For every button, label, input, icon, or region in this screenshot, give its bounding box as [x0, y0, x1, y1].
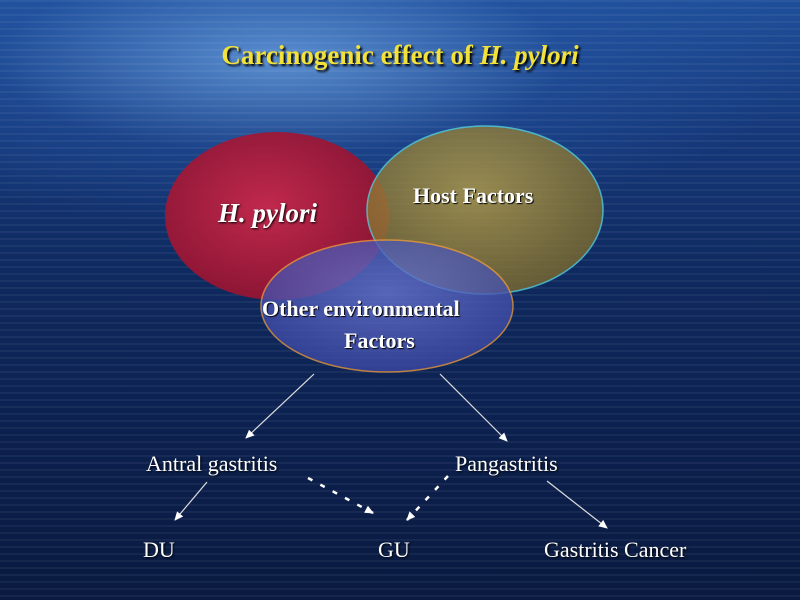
title-italic: H. pylori — [479, 40, 579, 70]
hpylori-label: H. pylori — [218, 198, 317, 228]
arrow-pan-to-cancer — [547, 481, 607, 528]
dashed-arrow-antral-to-gu — [308, 478, 373, 513]
title-text: Carcinogenic effect of — [221, 40, 480, 70]
node-pangastritis: Pangastritis — [455, 451, 558, 476]
node-gastritis-cancer: Gastritis Cancer — [544, 537, 687, 562]
dashed-arrow-pan-to-gu — [407, 476, 448, 520]
environment-label-line1: Other environmental — [262, 296, 460, 321]
arrow-antral-to-du — [175, 482, 207, 520]
node-du: DU — [143, 537, 175, 562]
node-antral-gastritis: Antral gastritis — [146, 451, 278, 476]
arrow-to-pangastritis — [440, 374, 507, 441]
arrow-to-antral — [246, 374, 314, 438]
node-gu: GU — [378, 537, 410, 562]
host-factors-label: Host Factors — [413, 183, 534, 208]
environment-label-line2: Factors — [344, 328, 415, 353]
